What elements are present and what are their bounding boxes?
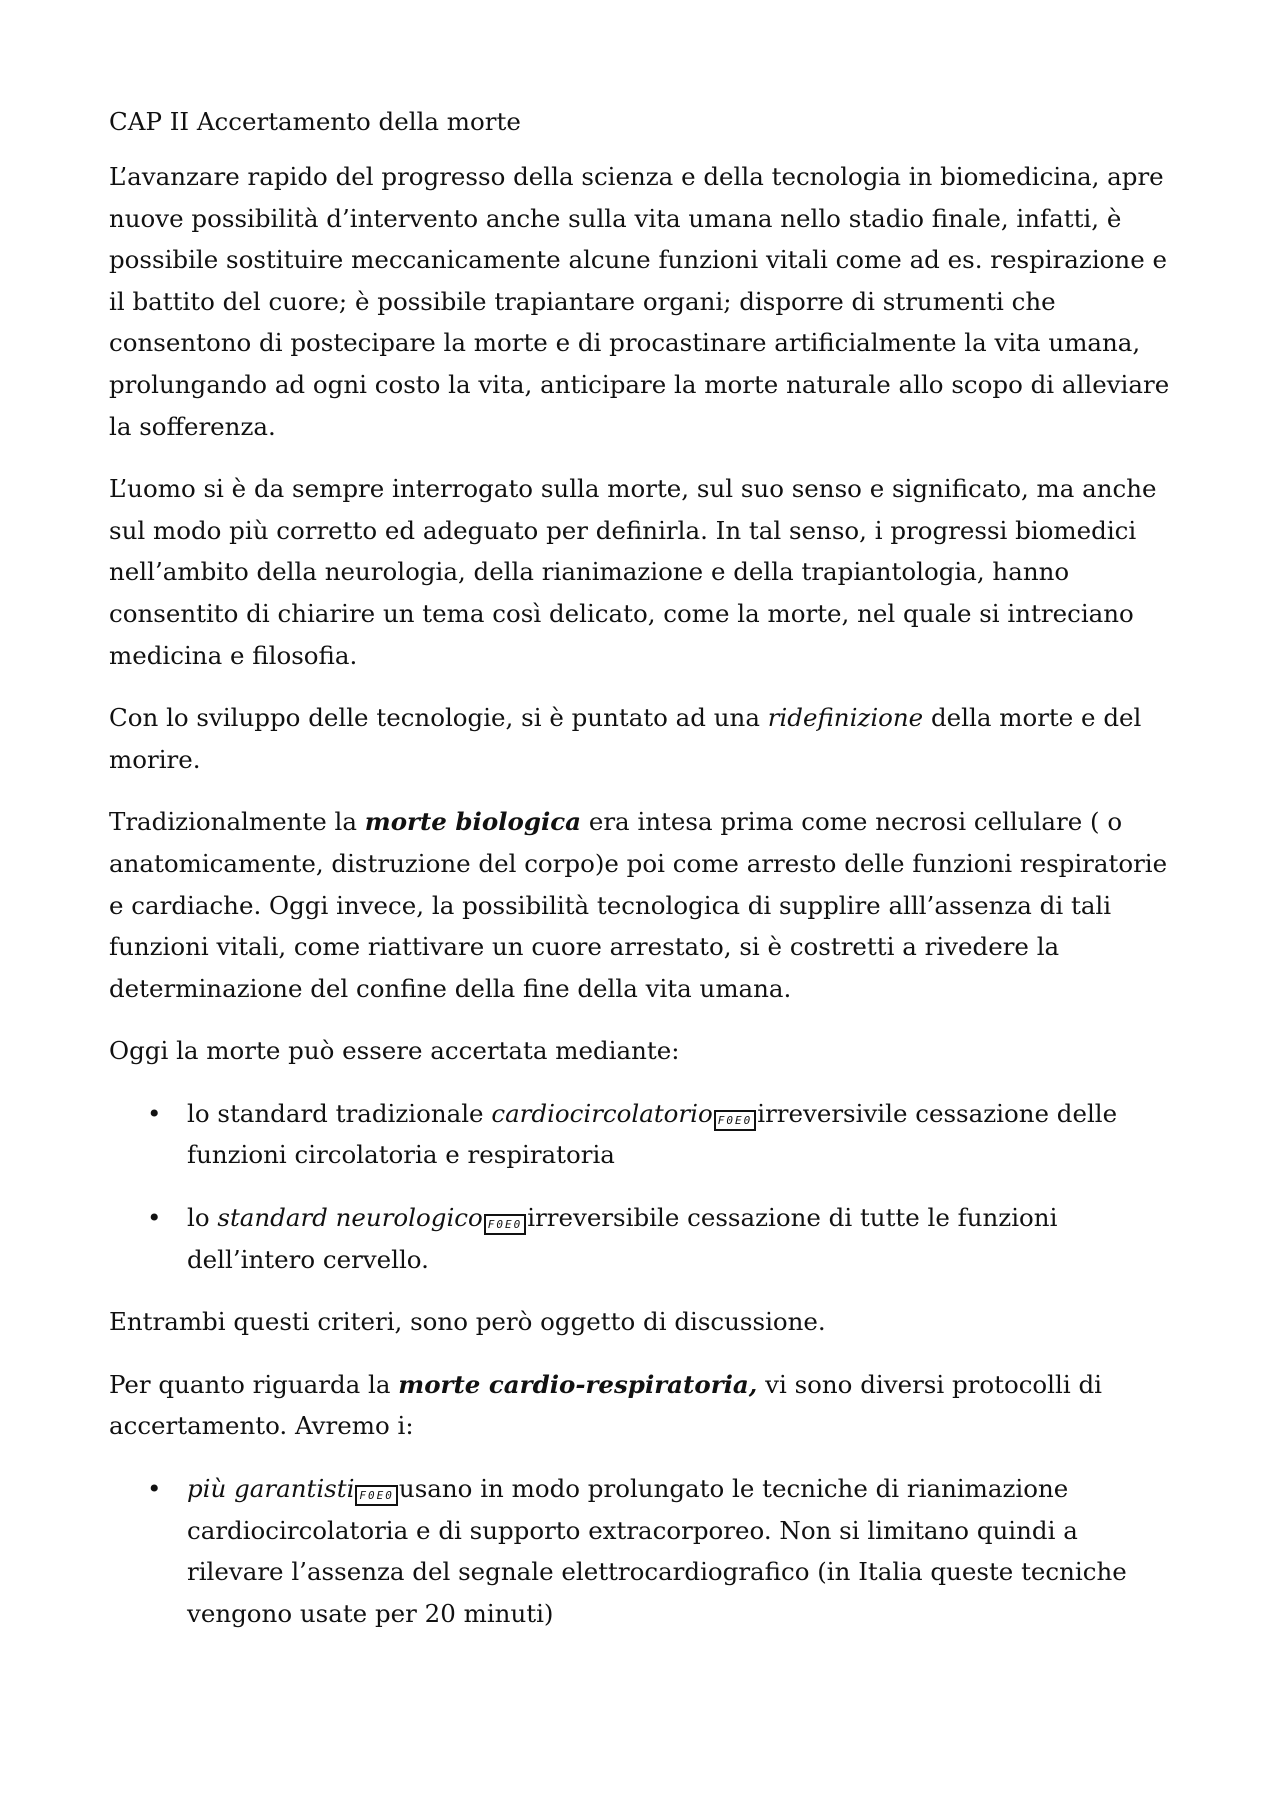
paragraph-redefinition xyxy=(109,697,1170,780)
emphasis-term: standard neurologico xyxy=(217,1203,483,1233)
emphasis-term: più garantisti xyxy=(187,1474,355,1504)
text-run: vi sono diversi protocolli di accertamento. Avremo i: xyxy=(109,1369,1102,1441)
paragraph-intro: L’avanzare rapido del progresso della scienza e della tecnologia in biomedicina, apre nuove possibilità d’intervento anche sulla vita umana nello stadio finale, infatti, è possibile sostituire meccanicamente alcune funzioni vitali come ad es. respirazione e il battito del cuore; è possibile trapiantare organi; disporre di strumenti che consentono di postecipare la morte e di procastinare artificialmente la vita umana, prolungando ad ogni costo la vita, anticipare la morte naturale allo scopo di alleviare la sofferenza. xyxy=(109,162,1170,441)
chapter-title: CAP II Accertamento della morte xyxy=(109,107,521,136)
list-item xyxy=(109,1197,1170,1280)
missing-glyph-icon: F0E0 xyxy=(484,1214,527,1235)
missing-glyph-icon: F0E0 xyxy=(355,1485,398,1506)
criteria-list xyxy=(109,1093,1170,1280)
text-run: irreversivile cessazione delle funzioni circolatoria e respiratoria xyxy=(187,1098,1118,1170)
text-run: irreversibile cessazione di tutte le funzioni dell’intero cervello. xyxy=(187,1203,1058,1274)
text-run: Con lo sviluppo delle tecnologie, si è puntato ad una xyxy=(109,703,768,733)
text-run: Per quanto riguarda la xyxy=(109,1369,399,1399)
paragraph-definition: L’uomo si è da sempre interrogato sulla morte, sul suo senso e significato, ma anche sul modo più corretto ed adeguato per definirla. In tal senso, i progressi biomedici nell’ambito della neurologia, della rianimazione e della trapiantologia, hanno consentito di chiarire un tema così delicato, come la morte, nel quale si intreciano medicina e filosofia. xyxy=(109,474,1157,670)
list-item xyxy=(109,1093,1170,1176)
text-run: usano in modo prolungato le tecniche di rianimazione cardiocircolatoria e di supporto extracorporeo. Non si limitano quindi a rilevare l’assenza del segnale elettrocardiografico (in Italia queste tecniche vengono usate per 20 minuti) xyxy=(187,1474,1127,1628)
paragraph-biological-death xyxy=(109,801,1170,1009)
protocols-list xyxy=(109,1468,1170,1634)
text-run: era intesa prima come necrosi cellulare ( o anatomicamente, distruzione del corpo)e poi come arresto delle funzioni respiratorie e cardiache. Oggi invece, la possibilità tecnologica di supplire alll’assenza di tali funzioni vitali, come riattivare un cuore arrestato, si è costretti a rivedere la determinazione del confine della fine della vita umana. xyxy=(109,807,1168,1003)
bold-morte-biologica: morte biologica xyxy=(364,807,582,837)
text-run: lo standard tradizionale xyxy=(187,1098,492,1128)
text-run: della morte e del morire. xyxy=(109,703,1142,774)
missing-glyph-icon: F0E0 xyxy=(714,1110,757,1131)
paragraph-discussion: Entrambi questi criteri, sono però oggetto di discussione. xyxy=(109,1307,826,1337)
text-run: lo xyxy=(187,1203,218,1233)
paragraph-cardio-respiratory xyxy=(109,1364,1170,1447)
emphasis-ridefinizione: ridefinizione xyxy=(767,703,924,733)
text-run: Tradizionalmente la xyxy=(109,807,365,837)
emphasis-term: cardiocircolatorio xyxy=(491,1098,713,1128)
paragraph-criteria-intro: Oggi la morte può essere accertata mediante: xyxy=(109,1036,680,1066)
bold-morte-cardio: morte cardio-respiratoria, xyxy=(398,1369,758,1399)
list-item xyxy=(109,1468,1170,1634)
